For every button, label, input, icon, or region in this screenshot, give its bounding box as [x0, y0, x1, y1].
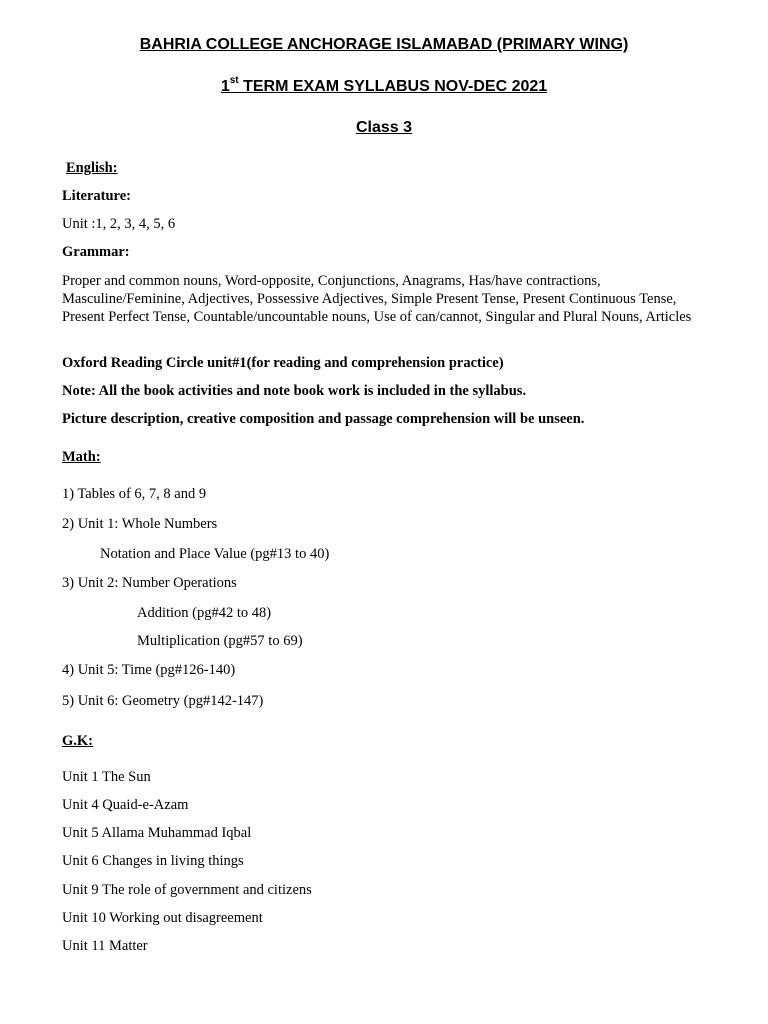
literature-heading: Literature: — [62, 188, 131, 204]
gk-unit: Unit 11 Matter — [62, 938, 148, 954]
unseen-note: Picture description, creative composition and passage comprehension will be unseen. — [62, 411, 585, 427]
math-item: 2) Unit 1: Whole Numbers — [62, 516, 218, 532]
school-title: BAHRIA COLLEGE ANCHORAGE ISLAMABAD (PRIMARY WING) — [139, 36, 629, 53]
math-item: 3) Unit 2: Number Operations — [62, 575, 237, 591]
term-superscript: st — [229, 75, 239, 86]
gk-unit: Unit 10 Working out disagreement — [62, 910, 263, 926]
term-title — [0, 75, 768, 96]
book-activities-note: Note: All the book activities and note book work is included in the syllabus. — [62, 383, 527, 399]
math-heading: Math: — [62, 449, 101, 465]
class-title: Class 3 — [355, 119, 413, 136]
math-item: 5) Unit 6: Geometry (pg#142-147) — [62, 693, 264, 709]
grammar-topics: Proper and common nouns, Word-opposite, Conjunctions, Anagrams, Has/have contractions, Masculine/Feminine, Adjectives, Possessive Adjectives, Simple Present Tense, Present Continuous Tense, Present Perfect Tense, Countable/uncountable nouns, Use of can/cannot, Singular and Plural Nouns, Articles — [62, 273, 692, 325]
gk-unit: Unit 1 The Sun — [62, 769, 151, 785]
math-subitem: Multiplication (pg#57 to 69) — [137, 633, 303, 649]
gk-unit: Unit 4 Quaid-e-Azam — [62, 797, 189, 813]
english-heading: English: — [66, 160, 118, 176]
math-item: 1) Tables of 6, 7, 8 and 9 — [62, 486, 207, 502]
gk-unit: Unit 5 Allama Muhammad Iqbal — [62, 825, 252, 841]
literature-units: Unit :1, 2, 3, 4, 5, 6 — [62, 216, 176, 232]
grammar-heading: Grammar: — [62, 244, 130, 260]
math-subitem: Addition (pg#42 to 48) — [137, 605, 272, 621]
term-number: 1 — [220, 78, 230, 95]
math-subitem: Notation and Place Value (pg#13 to 40) — [100, 546, 330, 562]
gk-unit: Unit 6 Changes in living things — [62, 853, 244, 869]
term-title-text: TERM EXAM SYLLABUS NOV-DEC 2021 — [238, 78, 548, 95]
gk-heading: G.K: — [62, 733, 94, 749]
gk-unit: Unit 9 The role of government and citizens — [62, 882, 312, 898]
math-item: 4) Unit 5: Time (pg#126-140) — [62, 662, 236, 678]
oxford-reading-note: Oxford Reading Circle unit#1(for reading and comprehension practice) — [62, 355, 504, 371]
